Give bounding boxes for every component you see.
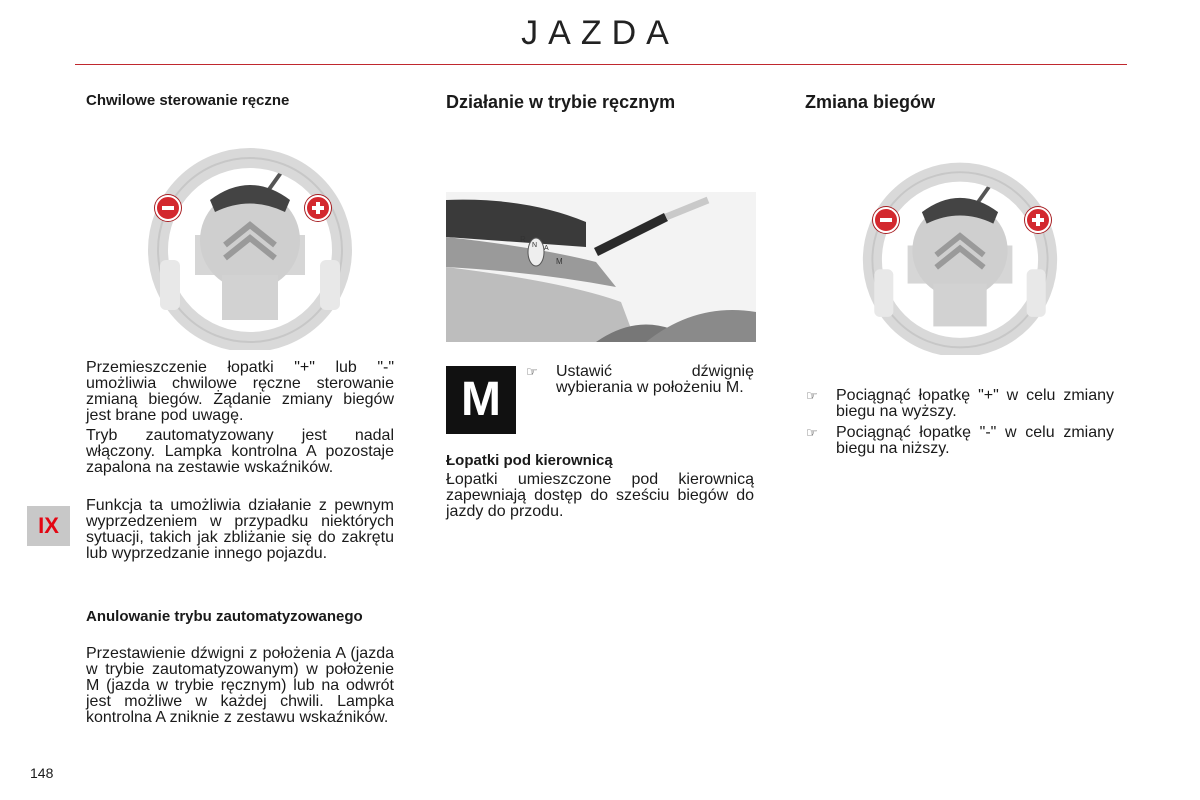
bullet-upshift-text: Pociągnąć łopatkę "+" w celu zmiany biegu na wyższy. [836, 387, 1114, 420]
bullet-set-lever [526, 364, 754, 396]
lever-label-r: R [520, 235, 526, 244]
minus-badge-icon-right [873, 207, 899, 233]
pointing-hand-icon: ☞ [806, 388, 818, 403]
chapter-tab: IX [27, 506, 70, 546]
section-heading-manual-control: Chwilowe sterowanie ręczne [86, 92, 290, 109]
paragraph-manual-intro: Przemieszczenie łopatki "+" lub "-" umożliwia chwilowe ręczne sterowanie zmianą biegów. Żądanie zmiany biegów jest brane pod uwagę. [86, 359, 394, 424]
lever-label-m: M [556, 257, 563, 266]
steering-wheel-icon [140, 140, 360, 350]
bullet-downshift [806, 425, 1114, 457]
bullet-set-lever-text: Ustawić dźwignię wybierania w położeniu M. [556, 363, 754, 396]
page-title: JAZDA [521, 14, 679, 52]
bullet-upshift [806, 388, 1114, 420]
lever-label-n: N [532, 242, 538, 249]
steering-wheel-illustration-left [140, 140, 360, 350]
lever-label-a: A [544, 245, 549, 252]
paragraph-paddles: Łopatki umieszczone pod kierownicą zapewniają dostęp do sześciu biegów do jazdy do przodu. [446, 471, 754, 520]
section-heading-paddles: Łopatki pod kierownicą [446, 452, 613, 469]
section-heading-cancel-auto: Anulowanie trybu zautomatyzowanego [86, 608, 363, 625]
pointing-hand-icon: ☞ [526, 364, 538, 379]
paragraph-automatic-still-on: Tryb zautomatyzowany jest nadal włączony. Lampka kontrolna A pozostaje zapalona na zestawie wskaźników. [86, 427, 394, 476]
gear-lever-illustration [446, 192, 756, 342]
paragraph-cancel-auto: Przestawienie dźwigni z położenia A (jazda w trybie zautomatyzowanym) w położenie M (jazda w trybie ręcznym) lub na odwrót jest możliwe w każdej chwili. Lampka kontrolna A zniknie z zestawu wskaźników. [86, 645, 394, 726]
steering-wheel-illustration-right [855, 155, 1065, 355]
section-heading-manual-mode: Działanie w trybie ręcznym [446, 92, 676, 112]
minus-badge-icon [155, 195, 181, 221]
paragraph-anticipation: Funkcja ta umożliwia działanie z pewnym wyprzedzeniem w przypadku niektórych sytuacji, takich jak zbliżanie się do zakrętu lub wyprzedzanie innego pojazdu. [86, 497, 394, 562]
section-heading-gear-change: Zmiana biegów [805, 92, 936, 112]
plus-badge-icon-right [1025, 207, 1051, 233]
title-divider [75, 64, 1127, 65]
gear-selector-icon [446, 192, 756, 342]
steering-wheel-icon-right [855, 155, 1065, 355]
bullet-downshift-text: Pociągnąć łopatkę "-" w celu zmiany biegu na niższy. [836, 424, 1114, 457]
page-number: 148 [30, 765, 54, 781]
manual-mode-m-icon: M [446, 366, 516, 434]
plus-badge-icon [305, 195, 331, 221]
pointing-hand-icon: ☞ [806, 425, 818, 440]
